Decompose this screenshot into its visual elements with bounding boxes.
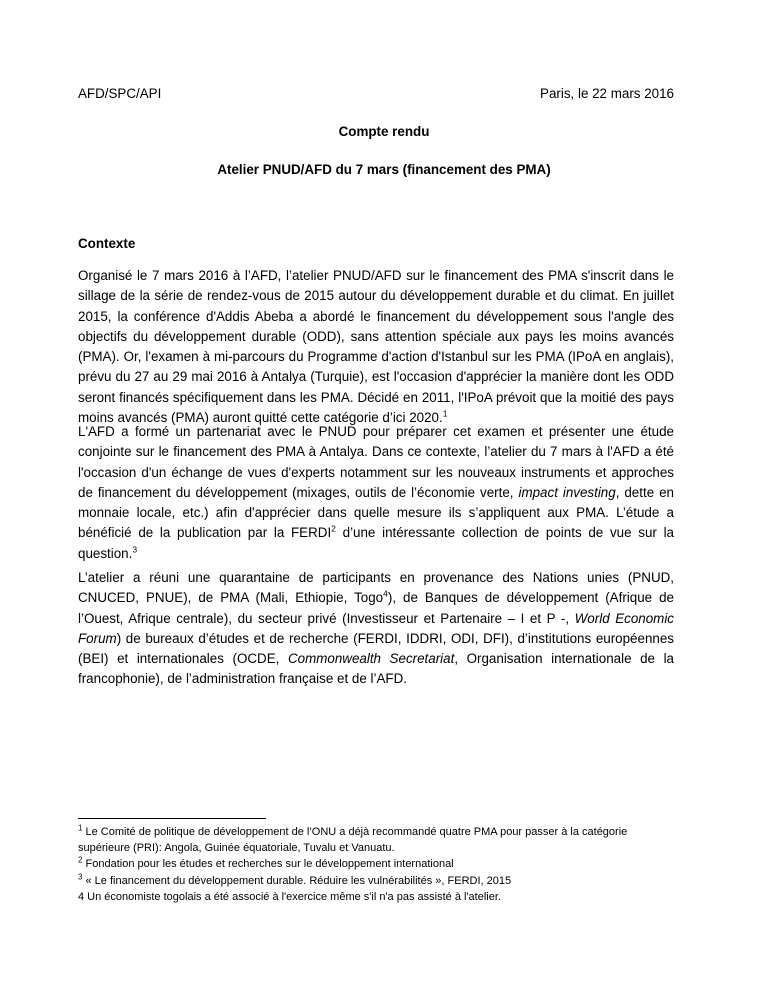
footnote-1-text: Le Comité de politique de développement de l’ONU a déjà recommandé quatre PMA pour passer à la catégorie supérieure (PRI): Angola, Guinée équatoriale, Tuvalu et Vanuatu.: [78, 826, 628, 855]
footnote-3: [78, 873, 678, 889]
paragraph-3-text-a: L’atelier a réuni une quarantaine de participants en provenance des Nations unies (PNUD, CNUCED, PNUE), de PMA (Mali, Ethiopie, Togo: [78, 570, 674, 606]
footnote-ref-4[interactable]: 4: [383, 588, 388, 599]
document-title: Compte rendu: [338, 124, 430, 139]
footnotes: [78, 824, 678, 905]
paragraph-3-italic-2: Commonwealth Secretariat: [287, 651, 455, 667]
paragraph-1: [78, 266, 674, 428]
paragraph-3-italic-1: World Economic Forum: [78, 610, 674, 646]
paragraph-3-text-c: ) de bureaux d’études et de recherche (FERDI, IDDRI, ODI, DFI), d’institutions européennes (BEI) et internationales (OCDE,: [78, 630, 674, 667]
document-subtitle: Atelier PNUD/AFD du 7 mars (financement des PMA): [217, 162, 551, 177]
document-place-date: Paris, le 22 mars 2016: [540, 86, 674, 101]
paragraph-2-text-c: d’une intéressante collection de points de vue sur la question.: [78, 525, 674, 561]
footnote-2-number: 2: [78, 855, 83, 865]
paragraph-2-text-a: L'AFD a formé un partenariat avec le PNUD pour préparer cet examen et présenter une étude conjointe sur le financement des PMA à Antalya. Dans ce contexte, l’atelier du 7 mars à l'AFD a été l'occasion d'un échange de vues d'experts notamment sur les nouveaux instruments et approches de financement du développement (mixages, outils de l’économie verte,: [78, 424, 674, 500]
footnote-separator: [78, 818, 266, 819]
footnote-ref-1[interactable]: 1: [442, 408, 448, 419]
footnote-ref-3[interactable]: 3: [132, 544, 138, 555]
document-reference: AFD/SPC/API: [78, 86, 162, 101]
paragraph-3: [78, 568, 674, 690]
section-heading-contexte: Contexte: [78, 236, 136, 251]
paragraph-2-text-b: , dette en monnaie locale, etc.) afin d'apprécier dans quelle mesure ils s’appliquent aux PMA. L’étude a bénéficié de la publication par la FERDI: [78, 484, 674, 541]
footnote-2: [78, 856, 678, 872]
paragraph-3-text-d: , Organisation internationale de la francophonie), de l’administration française et de l’AFD.: [78, 651, 674, 687]
footnote-1: [78, 824, 678, 856]
paragraph-2: [78, 422, 674, 564]
footnote-3-number: 3: [78, 871, 83, 881]
footnote-ref-2[interactable]: 2: [331, 524, 336, 535]
paragraph-1-text: Organisé le 7 mars 2016 à l’AFD, l’atelier PNUD/AFD sur le financement des PMA s'inscrit dans le sillage de la série de rendez-vous de 2015 autour du développement durable et du climat. En juillet 2015, la conférence d'Addis Abeba a abordé le financement du développement sous l'angle des objectifs du développement durable (ODD), sans attention spéciale aux pays les moins avancés (PMA). Or, l'examen à mi-parcours du Programme d'action d'Istanbul sur les PMA (IPoA en anglais), prévu du 27 au 29 mai 2016 à Antalya (Turquie), est l'occasion d'apprécier la manière dont les ODD seront financés spécifiquement dans les PMA. Décidé en 2011, l'IPoA prévoit que la moitié des pays moins avancés (PMA) auront quitté cette catégorie d’ici 2020.: [78, 268, 674, 426]
footnote-3-text: « Le financement du développement durable. Réduire les vulnérabilités », FERDI, 2015: [82, 874, 512, 887]
footnote-4: 4 Un économiste togolais a été associé à l'exercice même s'il n'a pas assisté à l'atelier.: [78, 890, 501, 903]
paragraph-3-text-b: ), de Banques de développement (Afrique de l’Ouest, Afrique centrale), du secteur privé (Investisseur et Partenaire – I et P -,: [78, 590, 674, 626]
paragraph-2-italic: impact investing: [518, 484, 616, 500]
footnote-1-number: 1: [78, 823, 83, 833]
footnote-2-text: Fondation pour les études et recherches sur le développement international: [82, 858, 454, 871]
